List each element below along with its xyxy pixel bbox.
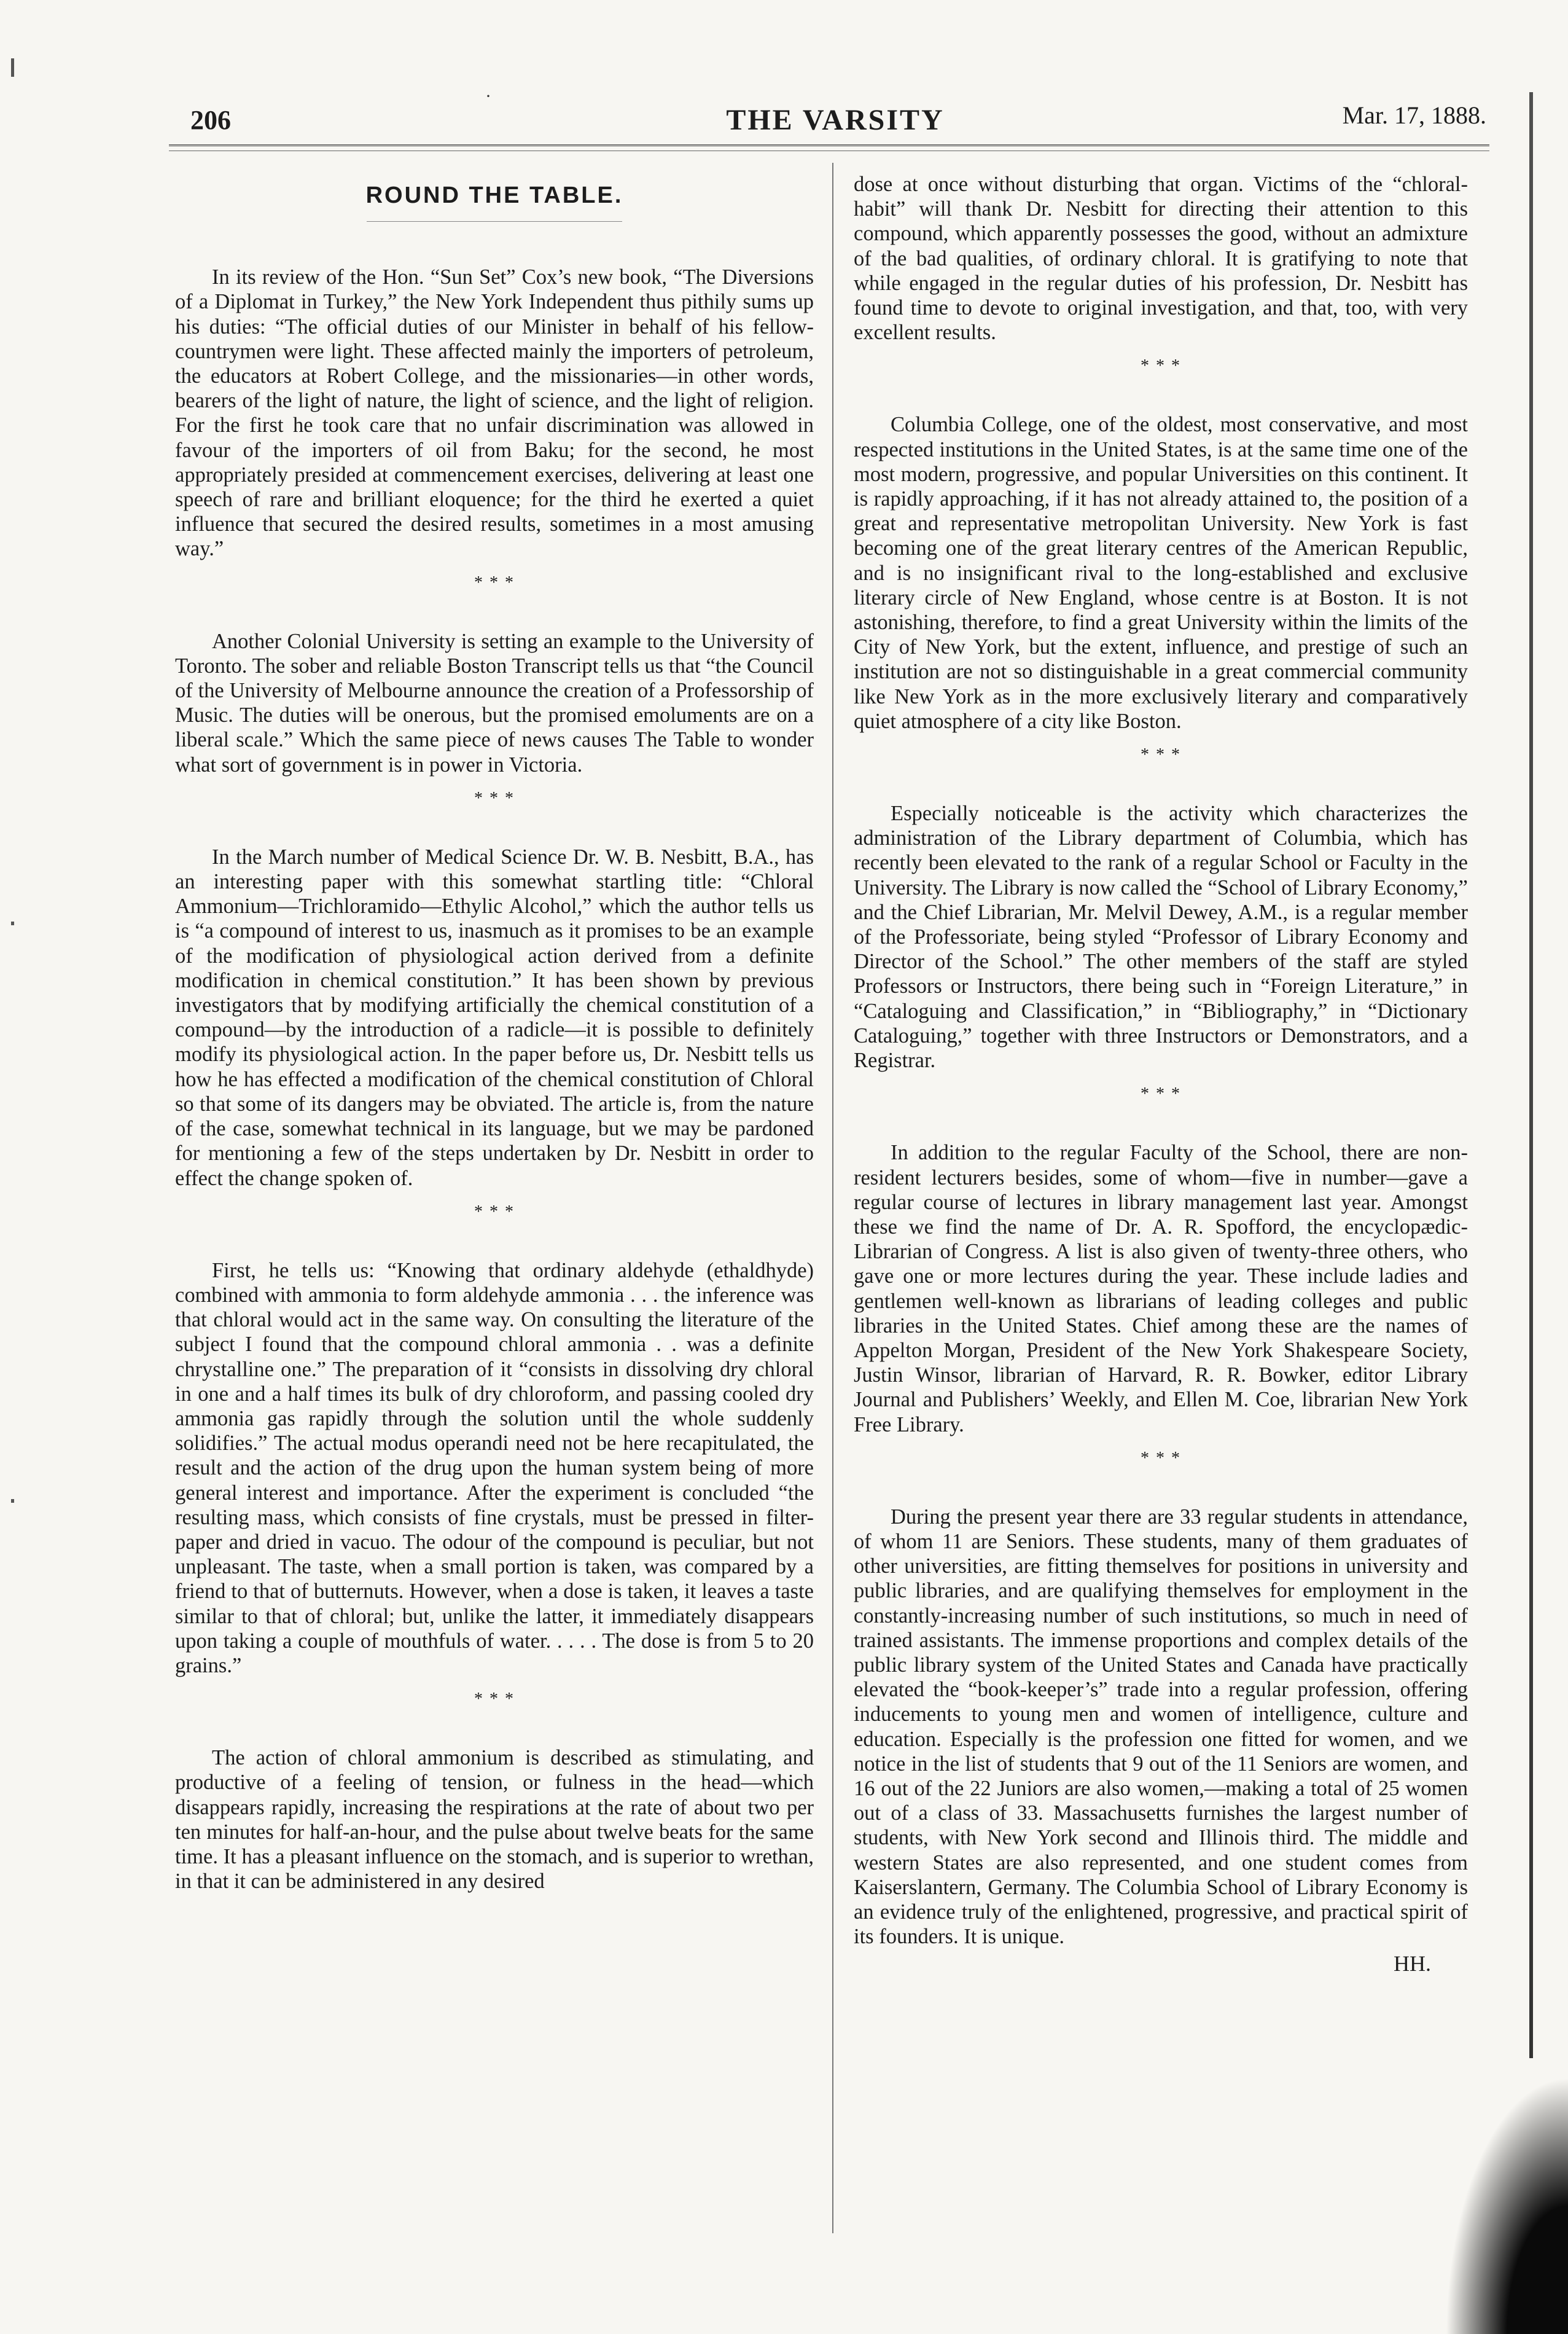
section-separator: * * *	[474, 573, 515, 592]
section-separator: * * *	[1141, 356, 1181, 376]
issue-date: Mar. 17, 1888.	[1342, 101, 1486, 129]
column-divider	[832, 163, 833, 2233]
article-paragraph: In the March number of Medical Science Dr. W. B. Nesbitt, B.A., has an interesting paper with this somewhat startling title: “Chloral Ammonium—Trichloramido—Ethylic Alcohol,” which the author tells us is “a compound of interest to us, inasmuch as it promises to be an example of the modification of physiological action derived from a definite modification in chemical constitution.” It has been shown by previous investigators that by modifying artificially the chemical constitution of a compound—by the introduction of a radicle—it is possible to definitely modify its physiological action. In the paper before us, Dr. Nesbitt tells us how he has effected a modification of the chemical constitution of Chloral so that some of its dangers may be obviated. The article is, from the nature of the case, somewhat technical in its language, but we may be pardoned for mentioning a few of the steps undertaken by Dr. Nesbitt in order to effect the change spoken of.	[175, 845, 814, 1190]
margin-speck	[11, 922, 14, 925]
section-separator: * * *	[1141, 745, 1181, 765]
article-paragraph: During the present year there are 33 regular students in attendance, of whom 11 are Seniors. These students, many of them graduates of other universities, are fitting themselves for positions in university and public libraries, and are qualifying themselves for employment in the constantly-increasing number of such institutions, so much in need of trained assistants. The immense proportions and complex details of the public library system of the United States and Canada have practically elevated the “book-keeper’s” trade into a regular profession, offering inducements to young men and women of intelligence, culture and education. Especially is the profession one fitted for women, and we notice in the list of students that 9 out of the 11 Seniors are women, and 16 out of the 22 Juniors are also women,—making a total of 25 women out of a class of 33. Massachusetts furnishes the largest number of students, with New York second and Illinois third. The middle and western States are also represented, and one student comes from Kaiserslantern, Germany. The Columbia School of Library Economy is an evidence truly of the enlightened, progressive, and practical spirit of its founders. It is unique.	[854, 1505, 1468, 1949]
author-signature: HH.	[1394, 1951, 1431, 1976]
section-title: ROUND THE TABLE.	[365, 182, 623, 208]
article-paragraph: In its review of the Hon. “Sun Set” Cox’s new book, “The Diversions of a Diplomat in Turkey,” the New York Independent thus pithily sums up his duties: “The official duties of our Minister in behalf of his fellow-countrymen were light. These affected mainly the importers of petroleum, the educators at Robert College, and the missionaries—in other words, bearers of the light of nature, the light of science, and the light of religion. For the first he took care that no unfair discrimination was allowed in favour of the importers of oil from Baku; for the second, he most appropriately presided at commencement exercises, delivering at least one speech of rare and brilliant eloquence; for the third he exerted a quiet influence that secured the desired results, sometimes in a most amusing way.”	[175, 265, 814, 561]
article-paragraph-continued: dose at once without disturbing that organ. Victims of the “chloral-habit” will thank Dr. Nesbitt for directing their attention to this compound, which apparently possesses the good, without an admixture of the bad qualities, of ordinary chloral. It is gratifying to note that while engaged in the regular duties of his profession, Dr. Nesbitt has found time to devote to original investigation, and that, too, with very excellent results.	[854, 173, 1468, 345]
header-rule	[169, 144, 1489, 146]
ink-speck: ·	[485, 86, 491, 106]
section-separator: * * *	[1141, 1448, 1181, 1468]
article-paragraph: First, he tells us: “Knowing that ordinary aldehyde (ethaldhyde) combined with ammonia to form aldehyde ammonia . . . the inference was that chloral would act in the same way. On consulting the literature of the subject I found that the compound chloral ammonia . . was a definite chrystalline one.” The preparation of it “consists in dissolving dry chloral in one and a half times its bulk of dry chloroform, and passing cooled dry ammonia gas rapidly through the solution until the whole suddenly solidifies.” The actual modus operandi need not be here recapitulated, the result and the action of the drug upon the human system being of more general interest and importance. After the experiment is concluded “the resulting mass, which consists of fine crystals, must be pressed in filter-paper and dried in vacuo. The odour of the compound is peculiar, but not unpleasant. The taste, when a small portion is taken, was compared by a friend to that of butternuts. However, when a dose is taken, it leaves a taste similar to that of chloral; but, unlike the latter, it immediately disappears upon taking a couple of mouthfuls of water. . . . . The dose is from 5 to 20 grains.”	[175, 1258, 814, 1677]
article-paragraph: Especially noticeable is the activity which characterizes the administration of the Library department of Columbia, which has recently been elevated to the rank of a regular School or Faculty in the University. The Library is now called the “School of Library Economy,” and the Chief Librarian, Mr. Melvil Dewey, A.M., is a regular member of the Professoriate, being styled “Professor of Library Economy and Director of the School.” The other members of the staff are styled Professors or Instructors, there being such in “Foreign Literature,” in “Cataloguing and Classification,” in “Bibliography,” in “Dictionary Cataloguing,” together with three Instructors or Demonstrators, and a Registrar.	[854, 802, 1468, 1073]
publication-title: THE VARSITY	[726, 104, 945, 136]
article-paragraph: Another Colonial University is setting an example to the University of Toronto. The sober and reliable Boston Transcript tells us that “the Council of the University of Melbourne announce the creation of a Professorship of Music. The duties will be onerous, but the promised emoluments are on a liberal scale.” Which the same piece of news causes The Table to wonder what sort of government is in power in Victoria.	[175, 629, 814, 777]
page-binding-edge	[1529, 92, 1533, 2058]
page-curl-shadow	[1445, 2076, 1568, 2334]
page-header	[184, 92, 1486, 141]
section-separator: * * *	[474, 1202, 515, 1221]
right-column	[854, 172, 1468, 1976]
section-separator: * * *	[474, 1690, 515, 1709]
article-paragraph: Columbia College, one of the oldest, most conservative, and most respected institutions in the United States, is at the same time one of the most modern, progressive, and popular Universities on this continent. It is rapidly approaching, if it has not already attained to, the position of a great and representative metropolitan University. New York is fast becoming one of the great literary centres of the American Republic, and is no insignificant rival to the long-established and exclusive literary circle of New England, whose centre is at Boston. It is not astonishing, therefore, to find a great University within the limits of the City of New York, but the extent, influence, and prestige of such an institution are not so distinguishable in a great commercial community like New York as in the more exclusively literary and comparatively quiet atmosphere of a city like Boston.	[854, 413, 1468, 733]
section-separator: * * *	[474, 788, 515, 808]
article-paragraph: The action of chloral ammonium is described as stimulating, and productive of a feeling of tension, or fulness in the head—which disappears rapidly, increasing the respirations at the rate of about two per ten minutes for half-an-hour, and the pulse about twelve beats for the same time. It has a pleasant influence on the stomach, and is superior to wrethan, in that it can be administered in any desired	[175, 1746, 814, 1893]
margin-speck	[11, 1499, 14, 1503]
left-column	[175, 172, 814, 1902]
margin-speck	[11, 58, 14, 77]
title-rule	[367, 221, 622, 222]
article-paragraph: In addition to the regular Faculty of the School, there are non-resident lecturers besides, some of whom—five in number—gave a regular course of lectures in library management last year. Amongst these we find the name of Dr. A. R. Spofford, the encyclopædic-Librarian of Congress. A list is also given of twenty-three others, who gave one or more lectures during the year. These include ladies and gentlemen well-known as librarians of leading colleges and public libraries in the United States. Chief among these are the names of Appelton Morgan, President of the New York Shakespeare Society, Justin Winsor, librarian of Harvard, R. R. Bowker, editor Library Journal and Publishers’ Weekly, and Ellen M. Coe, librarian New York Free Library.	[854, 1141, 1468, 1436]
page-number: 206	[190, 105, 231, 135]
section-separator: * * *	[1141, 1084, 1181, 1104]
